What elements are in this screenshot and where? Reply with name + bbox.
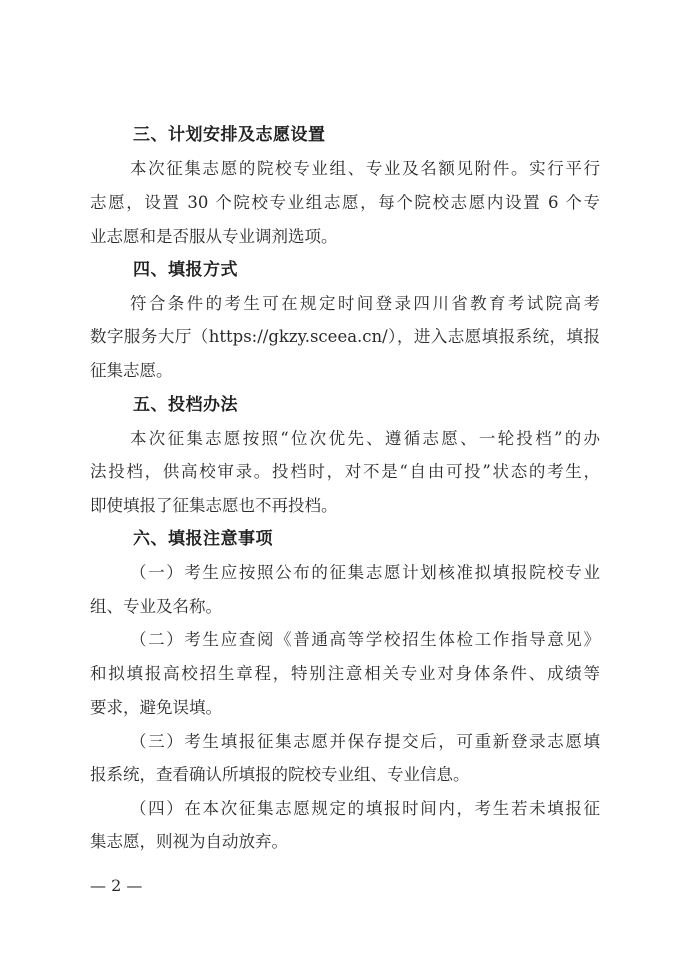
section-3-line-1: 本次征集志愿的院校专业组、专业及名额见附件。实行平行 bbox=[130, 159, 600, 178]
section-heading-4: 四、填报方式 bbox=[133, 260, 238, 280]
notice-item-1-line-1: （一）考生应按照公布的征集志愿计划核准拟填报院校专业 bbox=[130, 563, 600, 582]
notice-item-3-line-2: 报系统，查看确认所填报的院校专业组、专业信息。 bbox=[90, 765, 470, 784]
section-3-line-2: 志愿，设置 30 个院校专业组志愿，每个院校志愿内设置 6 个专 bbox=[90, 193, 600, 212]
notice-item-2-line-3: 要求，避免误填。 bbox=[90, 698, 222, 717]
section-4-line-1: 符合条件的考生可在规定时间登录四川省教育考试院高考 bbox=[130, 294, 600, 313]
section-4-line-3: 征集志愿。 bbox=[90, 361, 173, 380]
notice-item-2-line-1: （二）考生应查阅《普通高等学校招生体检工作指导意见》 bbox=[130, 630, 600, 649]
page-number: — 2 — bbox=[90, 876, 143, 895]
section-5-line-2: 法投档，供高校审录。投档时，对不是“自由可投”状态的考生， bbox=[90, 462, 600, 481]
section-3-line-3: 业志愿和是否服从专业调剂选项。 bbox=[90, 227, 338, 246]
section-5-line-3: 即使填报了征集志愿也不再投档。 bbox=[90, 496, 338, 515]
section-5-line-1: 本次征集志愿按照“位次优先、遵循志愿、一轮投档”的办 bbox=[130, 429, 600, 448]
section-4-line-2: 数字服务大厅（https://gkzy.sceea.cn/），进入志愿填报系统，填报 bbox=[90, 327, 600, 346]
notice-item-3-line-1: （三）考生填报征集志愿并保存提交后，可重新登录志愿填 bbox=[130, 732, 600, 751]
section-heading-3: 三、计划安排及志愿设置 bbox=[133, 125, 326, 145]
section-heading-5: 五、投档办法 bbox=[133, 395, 238, 415]
notice-item-1-line-2: 组、专业及名称。 bbox=[90, 597, 222, 616]
notice-item-4-line-2: 集志愿，则视为自动放弃。 bbox=[90, 832, 288, 851]
notice-item-4-line-1: （四）在本次征集志愿规定的填报时间内，考生若未填报征 bbox=[130, 799, 600, 818]
notice-item-2-line-2: 和拟填报高校招生章程，特别注意相关专业对身体条件、成绩等 bbox=[90, 664, 600, 683]
section-heading-6: 六、填报注意事项 bbox=[133, 529, 273, 549]
